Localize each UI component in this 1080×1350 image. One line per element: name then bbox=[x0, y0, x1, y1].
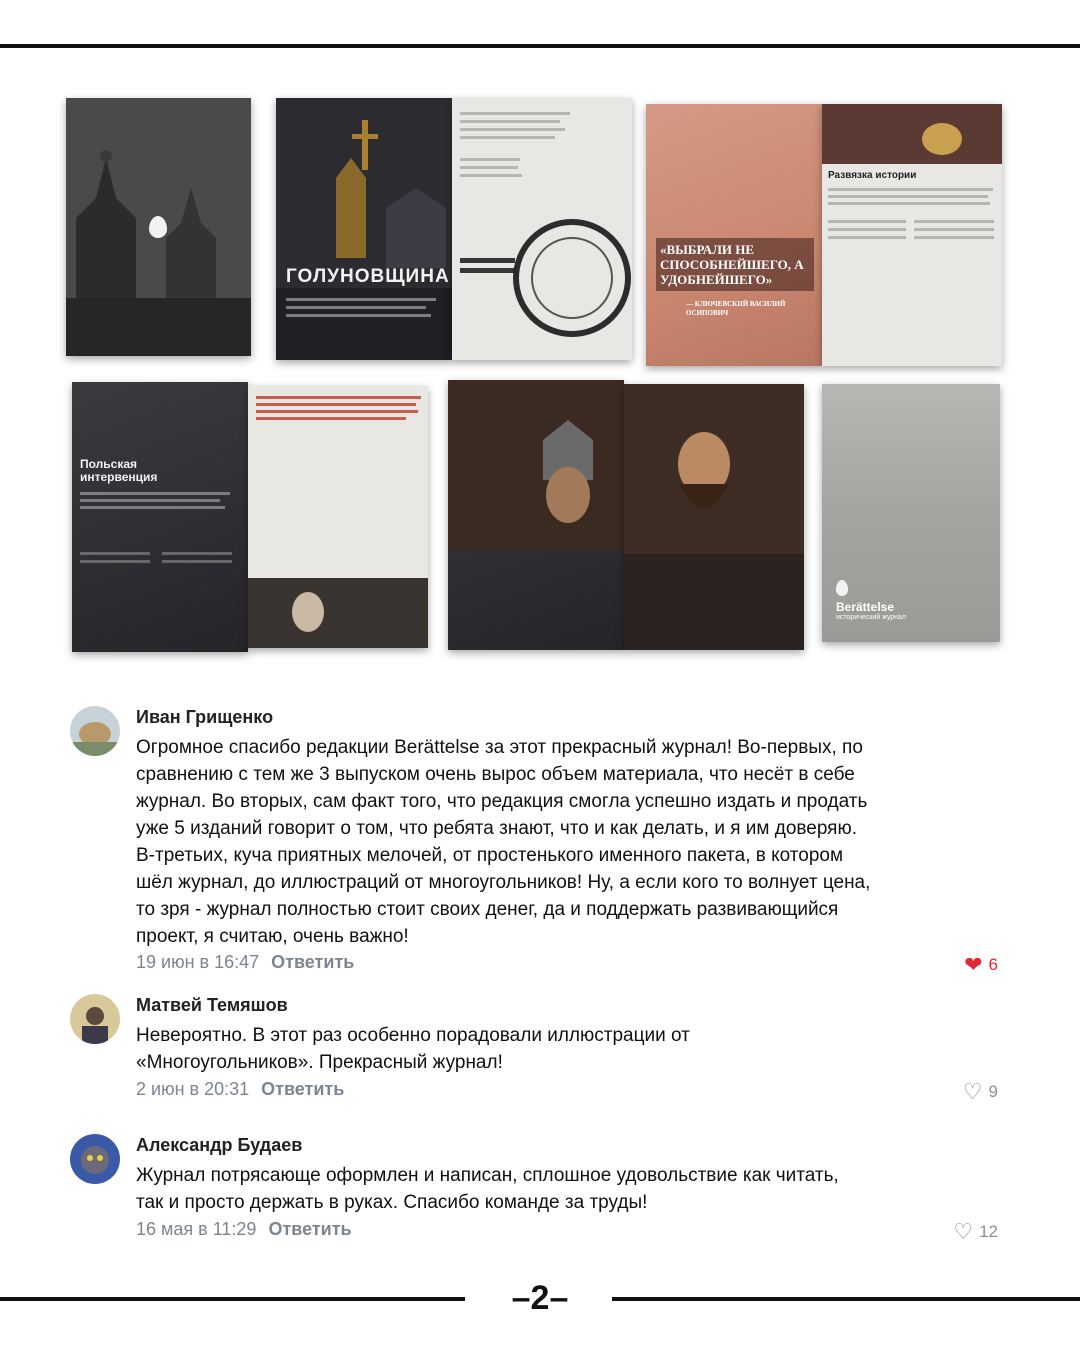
comment-2 bbox=[70, 994, 1010, 1104]
avatar[interactable] bbox=[70, 1134, 120, 1184]
reply-button[interactable]: Ответить bbox=[261, 1079, 345, 1099]
text-line bbox=[286, 298, 436, 301]
magazine-cover-image bbox=[66, 98, 251, 356]
magazine-spread-4-left bbox=[448, 380, 624, 650]
heart-outline-icon: ♡ bbox=[962, 1079, 983, 1104]
comment-author[interactable]: Александр Будаев bbox=[136, 1135, 303, 1155]
magazine-spread-1-left bbox=[276, 98, 452, 360]
comment-meta bbox=[136, 1078, 344, 1100]
comment-meta bbox=[136, 951, 354, 973]
comment-line: сравнению с тем же 3 выпуском очень вырос объем материала, что несёт в себе bbox=[136, 764, 855, 785]
flame-logo-icon bbox=[836, 580, 848, 596]
magazine-spread-1-right bbox=[452, 98, 632, 360]
text-line bbox=[460, 128, 565, 131]
text-line bbox=[460, 258, 515, 263]
comment-3 bbox=[70, 1134, 1010, 1244]
portrait-illustration bbox=[248, 578, 428, 648]
text-line bbox=[914, 228, 994, 231]
comment-date[interactable]: 16 мая в 11:29 bbox=[136, 1219, 257, 1239]
magazine-spread-3-right bbox=[248, 386, 428, 648]
comment-line: Невероятно. В этот раз особенно порадовали иллюстрации от bbox=[136, 1025, 690, 1046]
reply-button[interactable]: Ответить bbox=[271, 952, 355, 972]
page-number bbox=[497, 1276, 583, 1320]
text-line bbox=[914, 220, 994, 223]
cross-tower-illustration bbox=[276, 98, 452, 360]
comment-1 bbox=[70, 706, 1010, 976]
page-number-value: 2 bbox=[530, 1279, 550, 1317]
text-line bbox=[914, 236, 994, 239]
comment-date[interactable]: 2 июн в 20:31 bbox=[136, 1079, 250, 1099]
text-line bbox=[256, 403, 416, 406]
comment-line: уже 5 изданий говорит о том, что ребята знают, что и как делать, и я им доверяю. bbox=[136, 818, 857, 839]
comment-date[interactable]: 19 июн в 16:47 bbox=[136, 952, 260, 972]
like-count: 9 bbox=[988, 1082, 998, 1101]
text-line bbox=[80, 552, 150, 555]
text-line bbox=[828, 228, 906, 231]
comment-line: проект, я считаю, очень важно! bbox=[136, 926, 409, 947]
like-count: 12 bbox=[979, 1222, 998, 1241]
text-line bbox=[256, 417, 406, 420]
text-line bbox=[80, 560, 150, 563]
comment-line: В-третьих, куча приятных мелочей, от простенького именного пакета, в котором bbox=[136, 845, 844, 866]
magazine-spread-2-right bbox=[822, 104, 1002, 366]
spread-1-title: ГОЛУНОВЩИНА bbox=[286, 266, 450, 287]
avatar-image bbox=[70, 1134, 120, 1184]
text-line bbox=[162, 560, 232, 563]
spread-3-title: Польская интервенция bbox=[80, 457, 158, 484]
bottom-divider-right bbox=[612, 1297, 1080, 1301]
page-number-dash-right: – bbox=[549, 1279, 569, 1317]
like-button[interactable] bbox=[964, 954, 998, 976]
magazine-spread-3-left bbox=[72, 382, 248, 652]
text-line bbox=[460, 174, 522, 177]
heart-outline-icon: ♡ bbox=[953, 1219, 974, 1244]
magazine-back-cover bbox=[822, 384, 1000, 642]
text-line bbox=[460, 268, 515, 273]
like-button[interactable] bbox=[963, 1081, 998, 1103]
avatar[interactable] bbox=[70, 706, 120, 756]
text-line bbox=[460, 166, 518, 169]
spread-2-quote: «ВЫБРАЛИ НЕ СПОСОБНЕЙШЕГО, А УДОБНЕЙШЕГО» bbox=[656, 238, 814, 291]
page-number-dash-left: – bbox=[511, 1279, 531, 1317]
back-cover-brand: Berättelse bbox=[836, 600, 895, 614]
text-line bbox=[256, 410, 418, 413]
text-line bbox=[828, 188, 993, 191]
comment-text bbox=[136, 1022, 956, 1076]
text-line bbox=[460, 158, 520, 161]
magazine-spread-4-right bbox=[624, 384, 804, 650]
spread-2-quote-author: — КЛЮЧЕВСКИЙ ВАСИЛИЙ ОСИПОВИЧ bbox=[686, 300, 786, 317]
comment-line: «Многоугольников». Прекрасный журнал! bbox=[136, 1052, 503, 1073]
like-button[interactable] bbox=[953, 1221, 998, 1243]
comment-line: журнал. Во вторых, сам факт того, что редакция смогла успешно издать и продать bbox=[136, 791, 868, 812]
comment-author[interactable]: Матвей Темяшов bbox=[136, 995, 288, 1015]
top-divider bbox=[0, 44, 1080, 48]
avatar[interactable] bbox=[70, 994, 120, 1044]
comment-text bbox=[136, 1162, 956, 1216]
text-line bbox=[80, 506, 225, 509]
heart-filled-icon: ❤ bbox=[964, 952, 983, 977]
comment-line: шёл журнал, до иллюстраций от многоугольников! Ну, а если кого то волнует цена, bbox=[136, 872, 871, 893]
text-line bbox=[460, 112, 570, 115]
comment-line: так и просто держать в руках. Спасибо команде за труды! bbox=[136, 1192, 648, 1213]
text-line bbox=[460, 136, 555, 139]
text-line bbox=[460, 120, 560, 123]
comment-line: Огромное спасибо редакции Berättelse за этот прекрасный журнал! Во-первых, по bbox=[136, 737, 863, 758]
comment-meta bbox=[136, 1218, 352, 1240]
bearded-man-illustration bbox=[624, 384, 804, 554]
like-count: 6 bbox=[988, 955, 998, 974]
text-line bbox=[80, 492, 230, 495]
avatar-image bbox=[70, 706, 120, 756]
comment-line: Журнал потрясающе оформлен и написан, сплошное удовольствие как читать, bbox=[136, 1165, 839, 1186]
text-line bbox=[286, 314, 431, 317]
text-line bbox=[256, 396, 421, 399]
magazine-spread-2-left bbox=[646, 104, 822, 366]
flame-logo-icon bbox=[149, 216, 167, 238]
comment-author[interactable]: Иван Грищенко bbox=[136, 707, 274, 727]
back-cover-subtitle: исторический журнал bbox=[836, 614, 907, 621]
text-line bbox=[162, 552, 232, 555]
text-line bbox=[828, 236, 906, 239]
text-line bbox=[80, 499, 220, 502]
comment-text bbox=[136, 734, 956, 950]
reply-button[interactable]: Ответить bbox=[268, 1219, 352, 1239]
comment-line: то зря - журнал полностью стоит своих денег, да и поддержать развивающийся bbox=[136, 899, 839, 920]
text-line bbox=[828, 202, 990, 205]
text-line bbox=[828, 195, 988, 198]
text-line bbox=[286, 306, 426, 309]
warrior-illustration bbox=[448, 380, 624, 550]
avatar-image bbox=[70, 994, 120, 1044]
crown-illustration bbox=[822, 104, 1002, 164]
text-line bbox=[828, 220, 906, 223]
bottom-divider-left bbox=[0, 1297, 465, 1301]
spread-2-right-title: Развязка истории bbox=[828, 170, 917, 181]
